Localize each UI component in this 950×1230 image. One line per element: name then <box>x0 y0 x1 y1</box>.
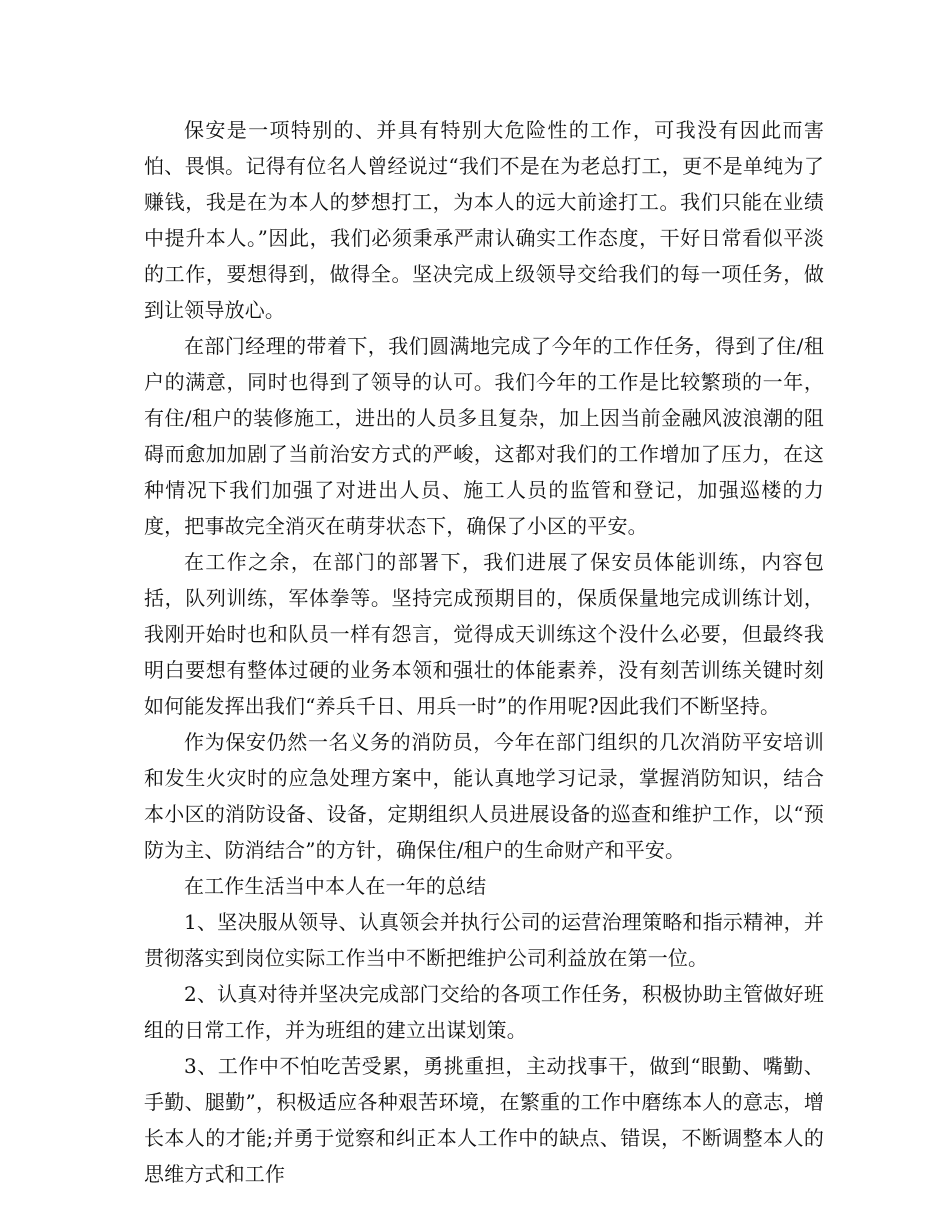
section-heading-annual-summary: 在工作生活当中本人在一年的总结 <box>184 874 487 898</box>
paragraph-physical-training: 在工作之余，在部门的部署下，我们进展了保安员体能训练，内容包括，队列训练，军体拳等。坚持完成预期目的，保质保量地完成训练计划，我刚开始时也和队员一样有怨言，觉得成天训练这个没什么必要，但最终我明白要想有整体过硬的业务本领和强壮的体能素养，没有刻苦训练关键时刻如何能发挥出我们“养兵千日、用兵一时”的作用呢?因此我们不断坚持。 <box>144 550 824 718</box>
document-body <box>144 112 824 1192</box>
list-item-1: 1、坚决服从领导、认真领会并执行公司的运营治理策略和指示精神，并贯彻落实到岗位实际工作当中不断把维护公司利益放在第一位。 <box>144 910 824 970</box>
paragraph-fire-safety: 作为保安仍然一名义务的消防员，今年在部门组织的几次消防平安培训和发生火灾时的应急处理方案中，能认真地学习记录，掌握消防知识，结合本小区的消防设备、设备，定期组织人员进展设备的巡查和维护工作，以“预防为主、防消结合”的方针，确保住/租户的生命财产和平安。 <box>144 730 824 862</box>
list-item-3: 3、工作中不怕吃苦受累，勇挑重担，主动找事干，做到“眼勤、嘴勤、手勤、腿勤”，积极适应各种艰苦环境，在繁重的工作中磨练本人的意志，增长本人的才能;并勇于觉察和纠正本人工作中的缺点、错误，不断调整本人的思维方式和工作 <box>144 1054 824 1186</box>
paragraph-manager-leadership: 在部门经理的带着下，我们圆满地完成了今年的工作任务，得到了住/租户的满意，同时也得到了领导的认可。我们今年的工作是比较繁琐的一年，有住/租户的装修施工，进出的人员多且复杂，加上因当前金融风波浪潮的阻碍而愈加加剧了当前治安方式的严峻，这都对我们的工作增加了压力，在这种情况下我们加强了对进出人员、施工人员的监管和登记，加强巡楼的力度，把事故完全消灭在萌芽状态下，确保了小区的平安。 <box>144 334 824 538</box>
list-item-2: 2、认真对待并坚决完成部门交给的各项工作任务，积极协助主管做好班组的日常工作，并为班组的建立出谋划策。 <box>144 982 824 1042</box>
paragraph-security-work: 保安是一项特别的、并具有特别大危险性的工作，可我没有因此而害怕、畏惧。记得有位名人曾经说过“我们不是在为老总打工，更不是单纯为了赚钱，我是在为本人的梦想打工，为本人的远大前途打工。我们只能在业绩中提升本人。”因此，我们必须秉承严肃认确实工作态度，干好日常看似平淡的工作，要想得到，做得全。坚决完成上级领导交给我们的每一项任务，做到让领导放心。 <box>144 118 824 322</box>
